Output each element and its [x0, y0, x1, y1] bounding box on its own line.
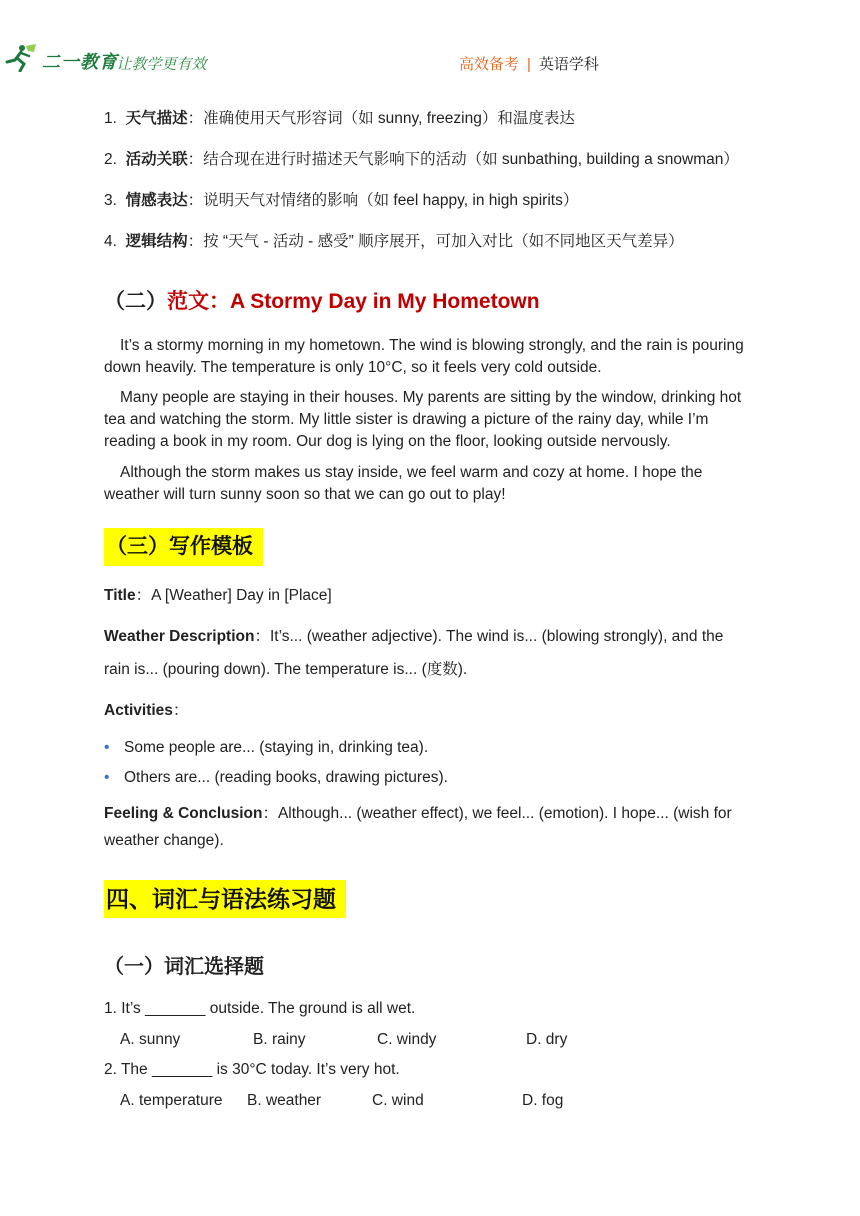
vocab-choice-heading: （一）词汇选择题	[104, 956, 264, 978]
slogan: / 让教学更有效	[108, 56, 207, 73]
question-option: D. dry	[526, 1031, 568, 1048]
question-stem: 2. The _______ is 30°C today. It’s very hot.	[104, 1061, 400, 1078]
essay-paragraph: Although the storm makes us stay inside, we feel warm and cozy at home. I hope the weather will turn sunny soon so that we can go out to play!	[104, 464, 703, 503]
question-stem: 1. It’s _______ outside. The ground is all wet.	[104, 1000, 416, 1017]
bullet-icon: •	[104, 739, 110, 756]
logo-text: 二一教育	[42, 51, 118, 72]
question-option: D. fog	[522, 1092, 564, 1109]
criteria-item: 3. 情感表达：说明天气对情绪的影响（如 feel happy, in high spirits）	[104, 192, 579, 209]
question-option: C. wind	[372, 1092, 424, 1109]
template-weather-line-2: rain is... (pouring down). The temperature is... (度数).	[104, 661, 468, 678]
page-header	[0, 44, 860, 84]
criteria-label: 逻辑结构	[125, 233, 188, 250]
template-feeling-line: Feeling & Conclusion：Although... (weather effect), we feel... (emotion). I hope... (wish for	[104, 805, 732, 822]
header-subject	[459, 53, 599, 74]
question-option: B. rainy	[253, 1031, 306, 1048]
header-separator: |	[527, 56, 531, 73]
sample-essay-heading: （二）范文：A Stormy Day in My Hometown	[104, 290, 540, 313]
template-heading: （三）写作模板	[104, 528, 263, 566]
header-subject-label: 英语学科	[538, 56, 599, 73]
essay-paragraph: Many people are staying in their houses. My parents are sitting by the window, drinking hot tea and watching the storm. My little sister is drawing a picture of the rainy day, while I’m reading a book in my room. Our dog is lying on the floor, looking outside nervously.	[104, 389, 742, 450]
question-option: C. windy	[377, 1031, 437, 1048]
criteria-label: 天气描述	[125, 110, 188, 127]
criteria-item: 4. 逻辑结构：按 “天气 - 活动 - 感受” 顺序展开，可加入对比（如不同地区天气差异）	[104, 233, 684, 250]
criteria-item: 2. 活动关联：结合现在进行时描述天气影响下的活动（如 sunbathing, building a snowman）	[104, 151, 739, 168]
list-item: • Some people are... (staying in, drinking tea).	[104, 737, 428, 759]
template-activities-label: Activities：	[104, 702, 189, 719]
template-weather-line: Weather Description：It’s... (weather adjective). The wind is... (blowing strongly), and the	[104, 628, 724, 645]
runner-logo-icon	[2, 44, 38, 77]
bullet-icon: •	[104, 769, 110, 786]
template-title-line: Title：A [Weather] Day in [Place]	[104, 587, 332, 604]
header-exam-label: 高效备考	[459, 56, 520, 73]
question-option: B. weather	[247, 1092, 322, 1109]
question-option: A. temperature	[120, 1092, 223, 1109]
logo	[2, 44, 118, 77]
question-option: A. sunny	[120, 1031, 181, 1048]
template-feeling-line-2: weather change).	[104, 832, 224, 849]
criteria-item: 1. 天气描述：准确使用天气形容词（如 sunny, freezing）和温度表达	[104, 110, 575, 127]
list-item: • Others are... (reading books, drawing pictures).	[104, 767, 448, 789]
exercises-heading: 四、词汇与语法练习题	[104, 880, 346, 918]
criteria-label: 活动关联	[125, 151, 188, 168]
criteria-label: 情感表达	[125, 192, 188, 209]
essay-paragraph: It’s a stormy morning in my hometown. The wind is blowing strongly, and the rain is pouring down heavily. The temperature is only 10°C, so it feels very cold outside.	[104, 337, 744, 376]
sample-essay-title: 范文：A Stormy Day in My Hometown	[167, 290, 540, 313]
